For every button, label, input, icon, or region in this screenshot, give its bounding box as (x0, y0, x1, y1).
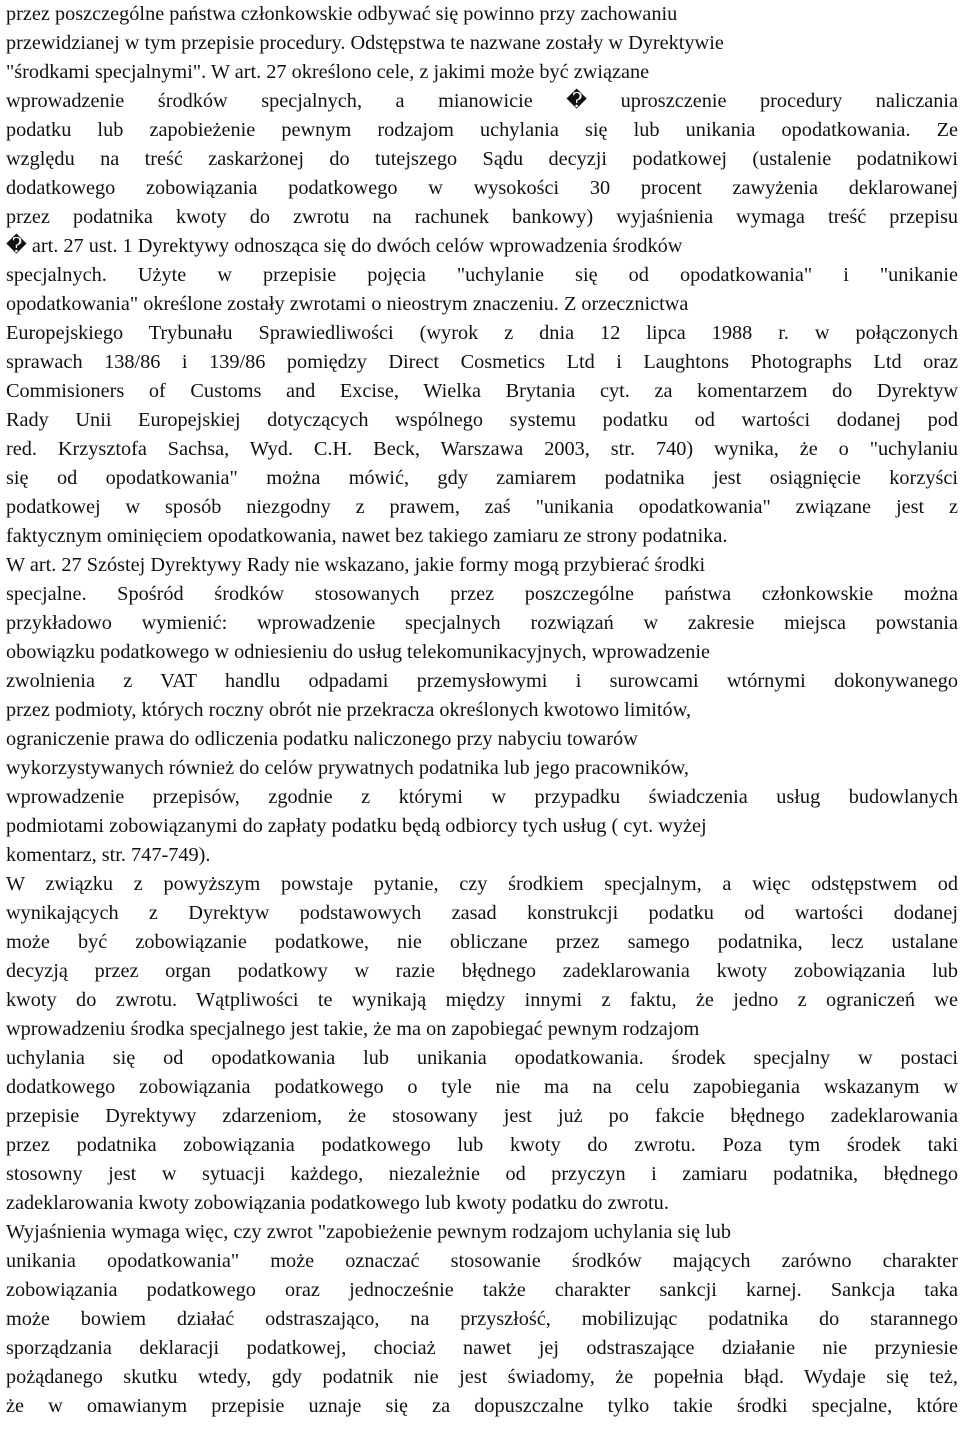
text-line: zadeklarowania kwoty zobowiązania podatkowego lub kwoty podatku do zwrotu. (6, 1192, 669, 1214)
text-line: komentarz, str. 747-749). (6, 844, 211, 866)
text-line: faktycznym ominięciem opodatkowania, nawet bez takiego zamiaru ze strony podatnika. (6, 525, 728, 547)
text-line: się od opodatkowania" można mówić, gdy zamiarem podatnika jest osiągnięcie korzyści (6, 467, 958, 489)
text-line: Rady Unii Europejskiej dotyczących wspólnego systemu podatku od wartości dodanej pod (6, 409, 958, 431)
text-line: wprowadzenie przepisów, zgodnie z którymi w przypadku świadczenia usług budowlanych (6, 786, 958, 808)
text-line: kwoty do zwrotu. Wątpliwości te wynikają między innymi z faktu, że jedno z ograniczeń we (6, 989, 958, 1011)
text-line: wykorzystywanych również do celów prywatnych podatnika lub jego pracowników, (6, 757, 689, 779)
text-line: wprowadzenie środków specjalnych, a mianowicie � uproszczenie procedury naliczania (6, 90, 958, 112)
text-line: W art. 27 Szóstej Dyrektywy Rady nie wskazano, jakie formy mogą przybierać środki (6, 554, 706, 576)
text-line: przez podatnika zobowiązania podatkowego lub kwoty do zwrotu. Poza tym środek taki (6, 1134, 958, 1156)
text-line: względu na treść zaskarżonej do tutejszego Sądu decyzji podatkowej (ustalenie podatnikowi (6, 148, 958, 170)
text-line: przewidzianej w tym przepisie procedury. Odstępstwa te nazwane zostały w Dyrektywie (6, 32, 724, 54)
text-line: sprawach 138/86 i 139/86 pomiędzy Direct Cosmetics Ltd i Laughtons Photographs Ltd oraz (6, 351, 958, 373)
text-line: zobowiązania podatkowego oraz jednocześnie także charakter sankcji karnej. Sankcja taka (6, 1279, 958, 1301)
text-line: może być zobowiązanie podatkowe, nie obliczane przez samego podatnika, lecz ustalane (6, 931, 958, 953)
text-line: ograniczenie prawa do odliczenia podatku naliczonego przy nabyciu towarów (6, 728, 638, 750)
text-line: stosowny jest w sytuacji każdego, niezależnie od przyczyn i zamiaru podatnika, błędnego (6, 1163, 958, 1185)
text-line: opodatkowania" określone zostały zwrotami o nieostrym znaczeniu. Z orzecznictwa (6, 293, 689, 315)
text-line: przykładowo wymienić: wprowadzenie specjalnych rozwiązań w zakresie miejsca powstania (6, 612, 958, 634)
text-line: przez podmioty, których roczny obrót nie przekracza określonych kwotowo limitów, (6, 699, 692, 721)
text-line: sporządzania deklaracji podatkowej, chociaż nawet jej odstraszające działanie nie przyniesie (6, 1337, 958, 1359)
text-line: specjalnych. Użyte w przepisie pojęcia "uchylanie się od opodatkowania" i "unikanie (6, 264, 958, 286)
text-line: przez poszczególne państwa członkowskie odbywać się powinno przy zachowaniu (6, 3, 678, 25)
text-line: pożądanego skutku wtedy, gdy podatnik nie jest świadomy, że popełnia błąd. Wydaje się też, (6, 1366, 958, 1388)
text-line: "środkami specjalnymi". W art. 27 określono cele, z jakimi może być związane (6, 61, 650, 83)
text-line: Europejskiego Trybunału Sprawiedliwości (wyrok z dnia 12 lipca 1988 r. w połączonych (6, 322, 958, 344)
text-line: wprowadzeniu środka specjalnego jest takie, że ma on zapobiegać pewnym rodzajom (6, 1018, 700, 1040)
text-line: red. Krzysztofa Sachsa, Wyd. C.H. Beck, Warszawa 2003, str. 740) wynika, że o "uchylaniu (6, 438, 958, 460)
text-line: Wyjaśnienia wymaga więc, czy zwrot "zapobieżenie pewnym rodzajom uchylania się lub (6, 1221, 732, 1243)
text-line: dodatkowego zobowiązania podatkowego w wysokości 30 procent zawyżenia deklarowanej (6, 177, 958, 199)
text-line: � art. 27 ust. 1 Dyrektywy odnosząca się do dwóch celów wprowadzenia środków (6, 235, 683, 257)
text-line: specjalne. Spośród środków stosowanych przez poszczególne państwa członkowskie można (6, 583, 958, 605)
text-line: unikania opodatkowania" może oznaczać stosowanie środków mających zarówno charakter (6, 1250, 958, 1272)
text-line: podatku lub zapobieżenie pewnym rodzajom uchylania się lub unikania opodatkowania. Ze (6, 119, 958, 141)
text-line: przepisie Dyrektywy zdarzeniom, że stosowany jest już po fakcie błędnego zadeklarowania (6, 1105, 958, 1127)
text-line: Commisioners of Customs and Excise, Wielka Brytania cyt. za komentarzem do Dyrektyw (6, 380, 958, 402)
text-line: podatkowej w sposób niezgodny z prawem, zaś "unikania opodatkowania" związane jest z (6, 496, 958, 518)
document-page (6, 0, 958, 1421)
text-line: dodatkowego zobowiązania podatkowego o tyle nie ma na celu zapobiegania wskazanym w (6, 1076, 958, 1098)
text-line: obowiązku podatkowego w odniesieniu do usług telekomunikacyjnych, wprowadzenie (6, 641, 711, 663)
text-line: że w omawianym przepisie uznaje się za dopuszczalne tylko takie środki specjalne, które (6, 1395, 958, 1417)
text-line: przez podatnika kwoty do zwrotu na rachunek bankowy) wyjaśnienia wymaga treść przepisu (6, 206, 958, 228)
text-line: uchylania się od opodatkowania lub unikania opodatkowania. środek specjalny w postaci (6, 1047, 958, 1069)
text-line: podmiotami zobowiązanymi do zapłaty podatku będą odbiorcy tych usług ( cyt. wyżej (6, 815, 707, 837)
text-line: wynikających z Dyrektyw podstawowych zasad konstrukcji podatku od wartości dodanej (6, 902, 958, 924)
text-line: może bowiem działać odstraszająco, na przyszłość, mobilizując podatnika do starannego (6, 1308, 958, 1330)
text-line: W związku z powyższym powstaje pytanie, czy środkiem specjalnym, a więc odstępstwem od (6, 873, 958, 895)
text-line: decyzją przez organ podatkowy w razie błędnego zadeklarowania kwoty zobowiązania lub (6, 960, 958, 982)
text-line: zwolnienia z VAT handlu odpadami przemysłowymi i surowcami wtórnymi dokonywanego (6, 670, 958, 692)
